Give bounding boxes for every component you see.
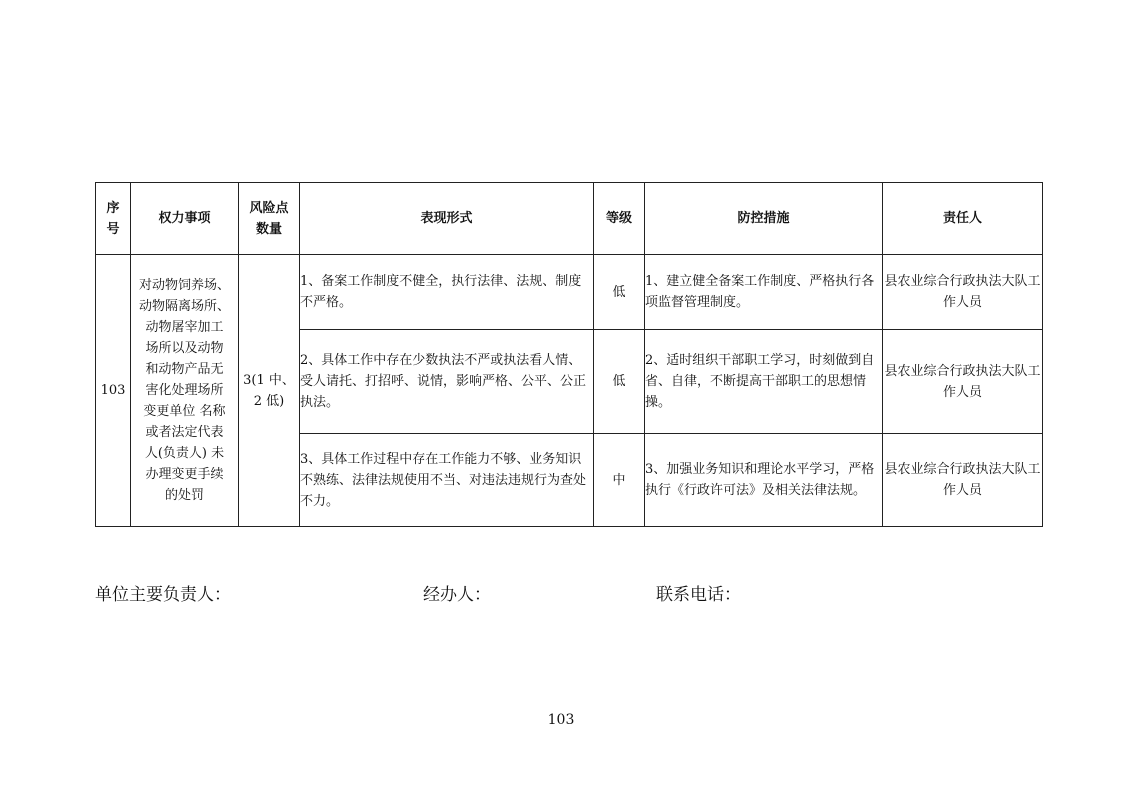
cell-responsible: 县农业综合行政执法大队工作人员 (883, 255, 1043, 330)
cell-measures: 3、加强业务知识和理论水平学习，严格执行《行政许可法》及相关法律法规。 (645, 434, 883, 527)
cell-level: 低 (594, 255, 645, 330)
cell-manifestation: 2、具体工作中存在少数执法不严或执法看人情、受人请托、打招呼、说情，影响严格、公平、公正执法。 (300, 330, 594, 434)
header-measures: 防控措施 (645, 183, 883, 255)
cell-measures: 2、适时组织干部职工学习，时刻做到自省、自律，不断提高干部职工的思想情操。 (645, 330, 883, 434)
risk-control-table (95, 182, 1043, 527)
cell-level: 中 (594, 434, 645, 527)
contact-phone-label: 联系电话： (656, 585, 741, 605)
header-responsible: 责任人 (883, 183, 1043, 255)
cell-risk-count: 3(1 中、 2 低) (239, 255, 300, 527)
cell-seq: 103 (96, 255, 131, 527)
table-row (96, 255, 1043, 330)
handler-signature-label: 经办人： (423, 585, 491, 605)
cell-power-item: 对动物饲养场、 动物隔离场所、 动物屠宰加工 场所以及动物 和动物产品无 害化处理场所 变更单位 名称 或者法定代表 人(负责人) 未 办理变更手续 的处罚 (131, 255, 239, 527)
header-power-item: 权力事项 (131, 183, 239, 255)
cell-responsible: 县农业综合行政执法大队工作人员 (883, 330, 1043, 434)
cell-responsible: 县农业综合行政执法大队工作人员 (883, 434, 1043, 527)
header-level: 等级 (594, 183, 645, 255)
cell-level: 低 (594, 330, 645, 434)
header-manifestation: 表现形式 (300, 183, 594, 255)
header-seq: 序 号 (96, 183, 131, 255)
table-header-row (96, 183, 1043, 255)
unit-head-signature-label: 单位主要负责人： (95, 585, 231, 605)
cell-manifestation: 3、具体工作过程中存在工作能力不够、业务知识不熟练、法律法规使用不当、对违法违规行为查处不力。 (300, 434, 594, 527)
header-risk-count: 风险点 数量 (239, 183, 300, 255)
cell-measures: 1、建立健全备案工作制度、严格执行各项监督管理制度。 (645, 255, 883, 330)
cell-manifestation: 1、备案工作制度不健全，执行法律、法规、制度不严格。 (300, 255, 594, 330)
page-number: 103 (547, 712, 575, 728)
